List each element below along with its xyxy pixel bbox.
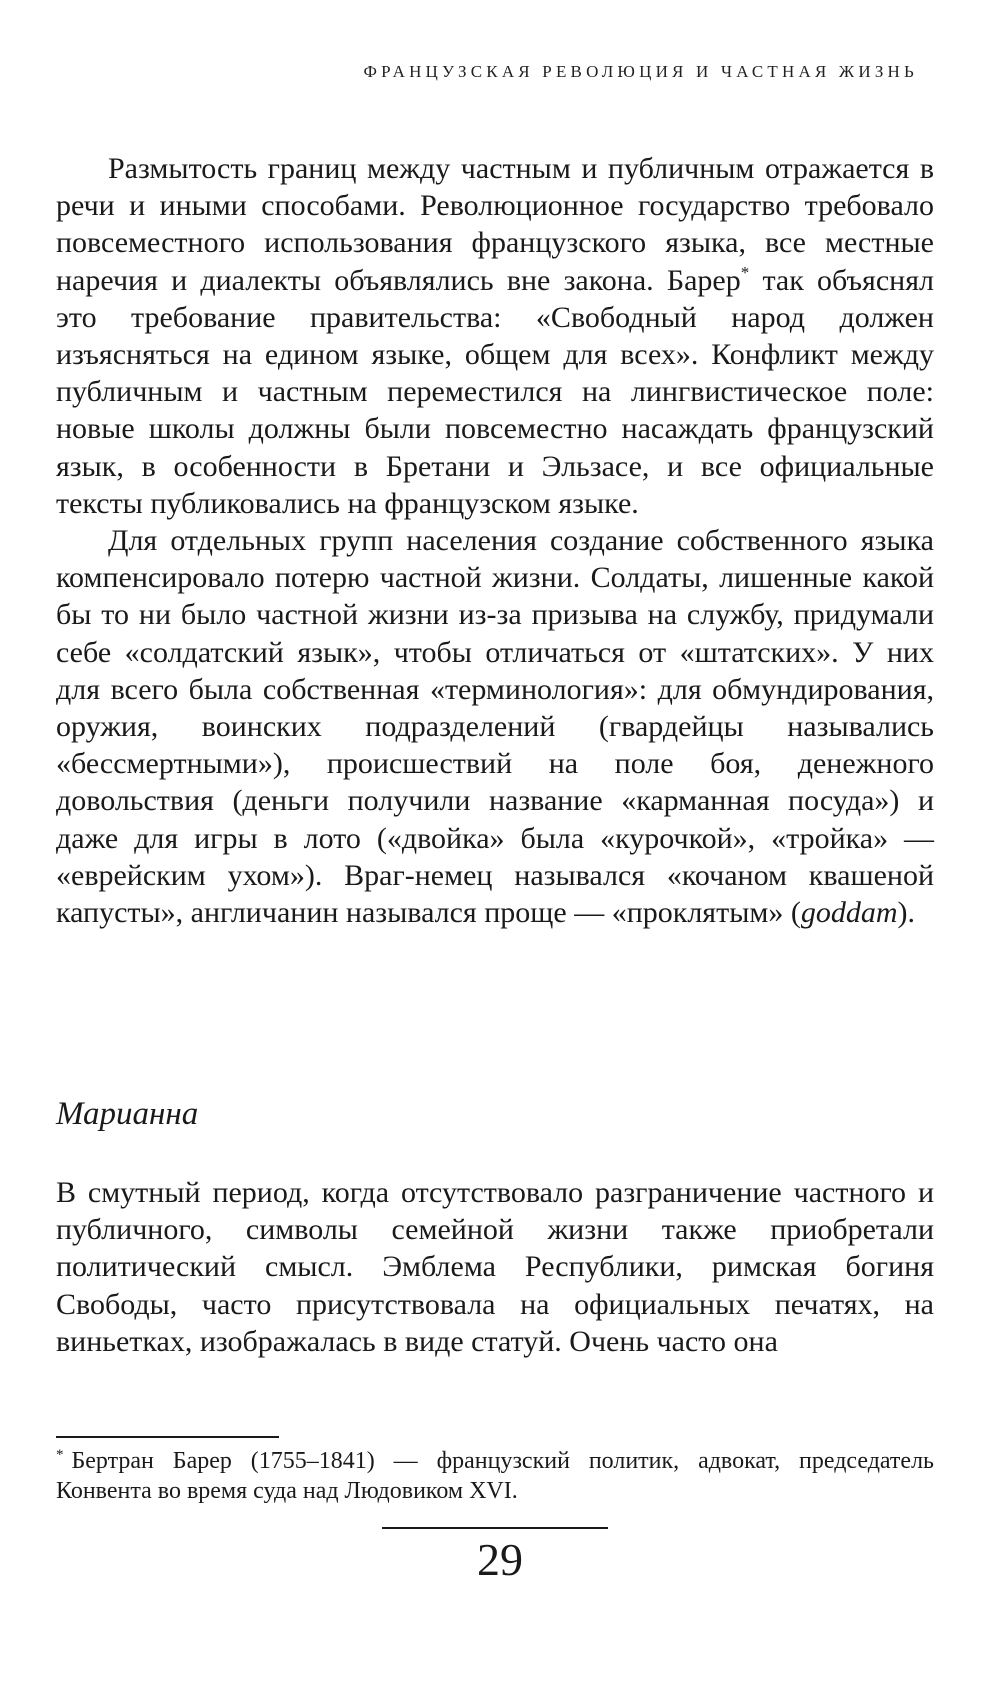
page-number-rule (382, 1527, 608, 1529)
running-head: ФРАНЦУЗСКАЯ РЕВОЛЮЦИЯ И ЧАСТНАЯ ЖИЗНЬ (363, 62, 918, 81)
paragraph-1-text-b: так объяснял это требование правительства: «Свободный народ должен изъясняться на едином языке, общем для всех». Конфликт между публичным и частным переместился на лингвистическое поле: новые школы должны были повсеместно насаждать французский язык, в особенности в Бретани и Эльзасе, и все официальные тексты публиковались на французском языке. (56, 263, 934, 520)
footnote-mark: * (56, 1447, 64, 1463)
footnote (56, 1446, 934, 1506)
paragraph-1-text-a: Размытость границ между частным и публичным отражается в речи и иными способами. Революционное государство требовало повсеместного использования французского языка, все местные наречия и диалекты объявлялись вне закона. Барер (56, 152, 934, 297)
footnote-reference[interactable]: * (740, 262, 750, 282)
page-number: 29 (477, 1534, 523, 1585)
section-text (56, 1174, 934, 1360)
paragraph-2-text-b: ). (897, 896, 916, 930)
section-heading: Марианна (56, 1096, 199, 1132)
paragraph-2 (56, 522, 934, 931)
main-text (56, 150, 934, 931)
paragraph-2-italic-term: goddam (800, 896, 898, 930)
paragraph-1 (56, 150, 934, 522)
footnote-text: Бертран Барер (1755–1841) — французский политик, адвокат, председатель Конвента во время суда над Людовиком XVI. (56, 1448, 934, 1504)
footnote-divider (56, 1436, 279, 1438)
paragraph-2-text-a: Для отдельных групп населения создание собственного языка компенсировало потерю частной жизни. Солдаты, лишенные какой бы то ни было частной жизни из-за призыва на службу, придумали себе «солдатский язык», чтобы отличаться от «штатских». У них для всего была собственная «терминология»: для обмундирования, оружия, воинских подразделений (гвардейцы назывались «бессмертными»), происшествий на поле боя, денежного довольствия (деньги получили название «карманная посуда») и даже для игры в лото («двойка» была «курочкой», «тройка» — «еврейским ухом»). Враг-немец назывался «кочаном квашеной капусты», англичанин назывался проще — «проклятым» ( (56, 524, 934, 930)
section-paragraph: В смутный период, когда отсутствовало разграничение частного и публичного, символы семейной жизни также приобретали политический смысл. Эмблема Республики, римская богиня Свободы, часто присутствовала на официальных печатях, на виньетках, изображалась в виде статуй. Очень часто она (56, 1176, 934, 1358)
